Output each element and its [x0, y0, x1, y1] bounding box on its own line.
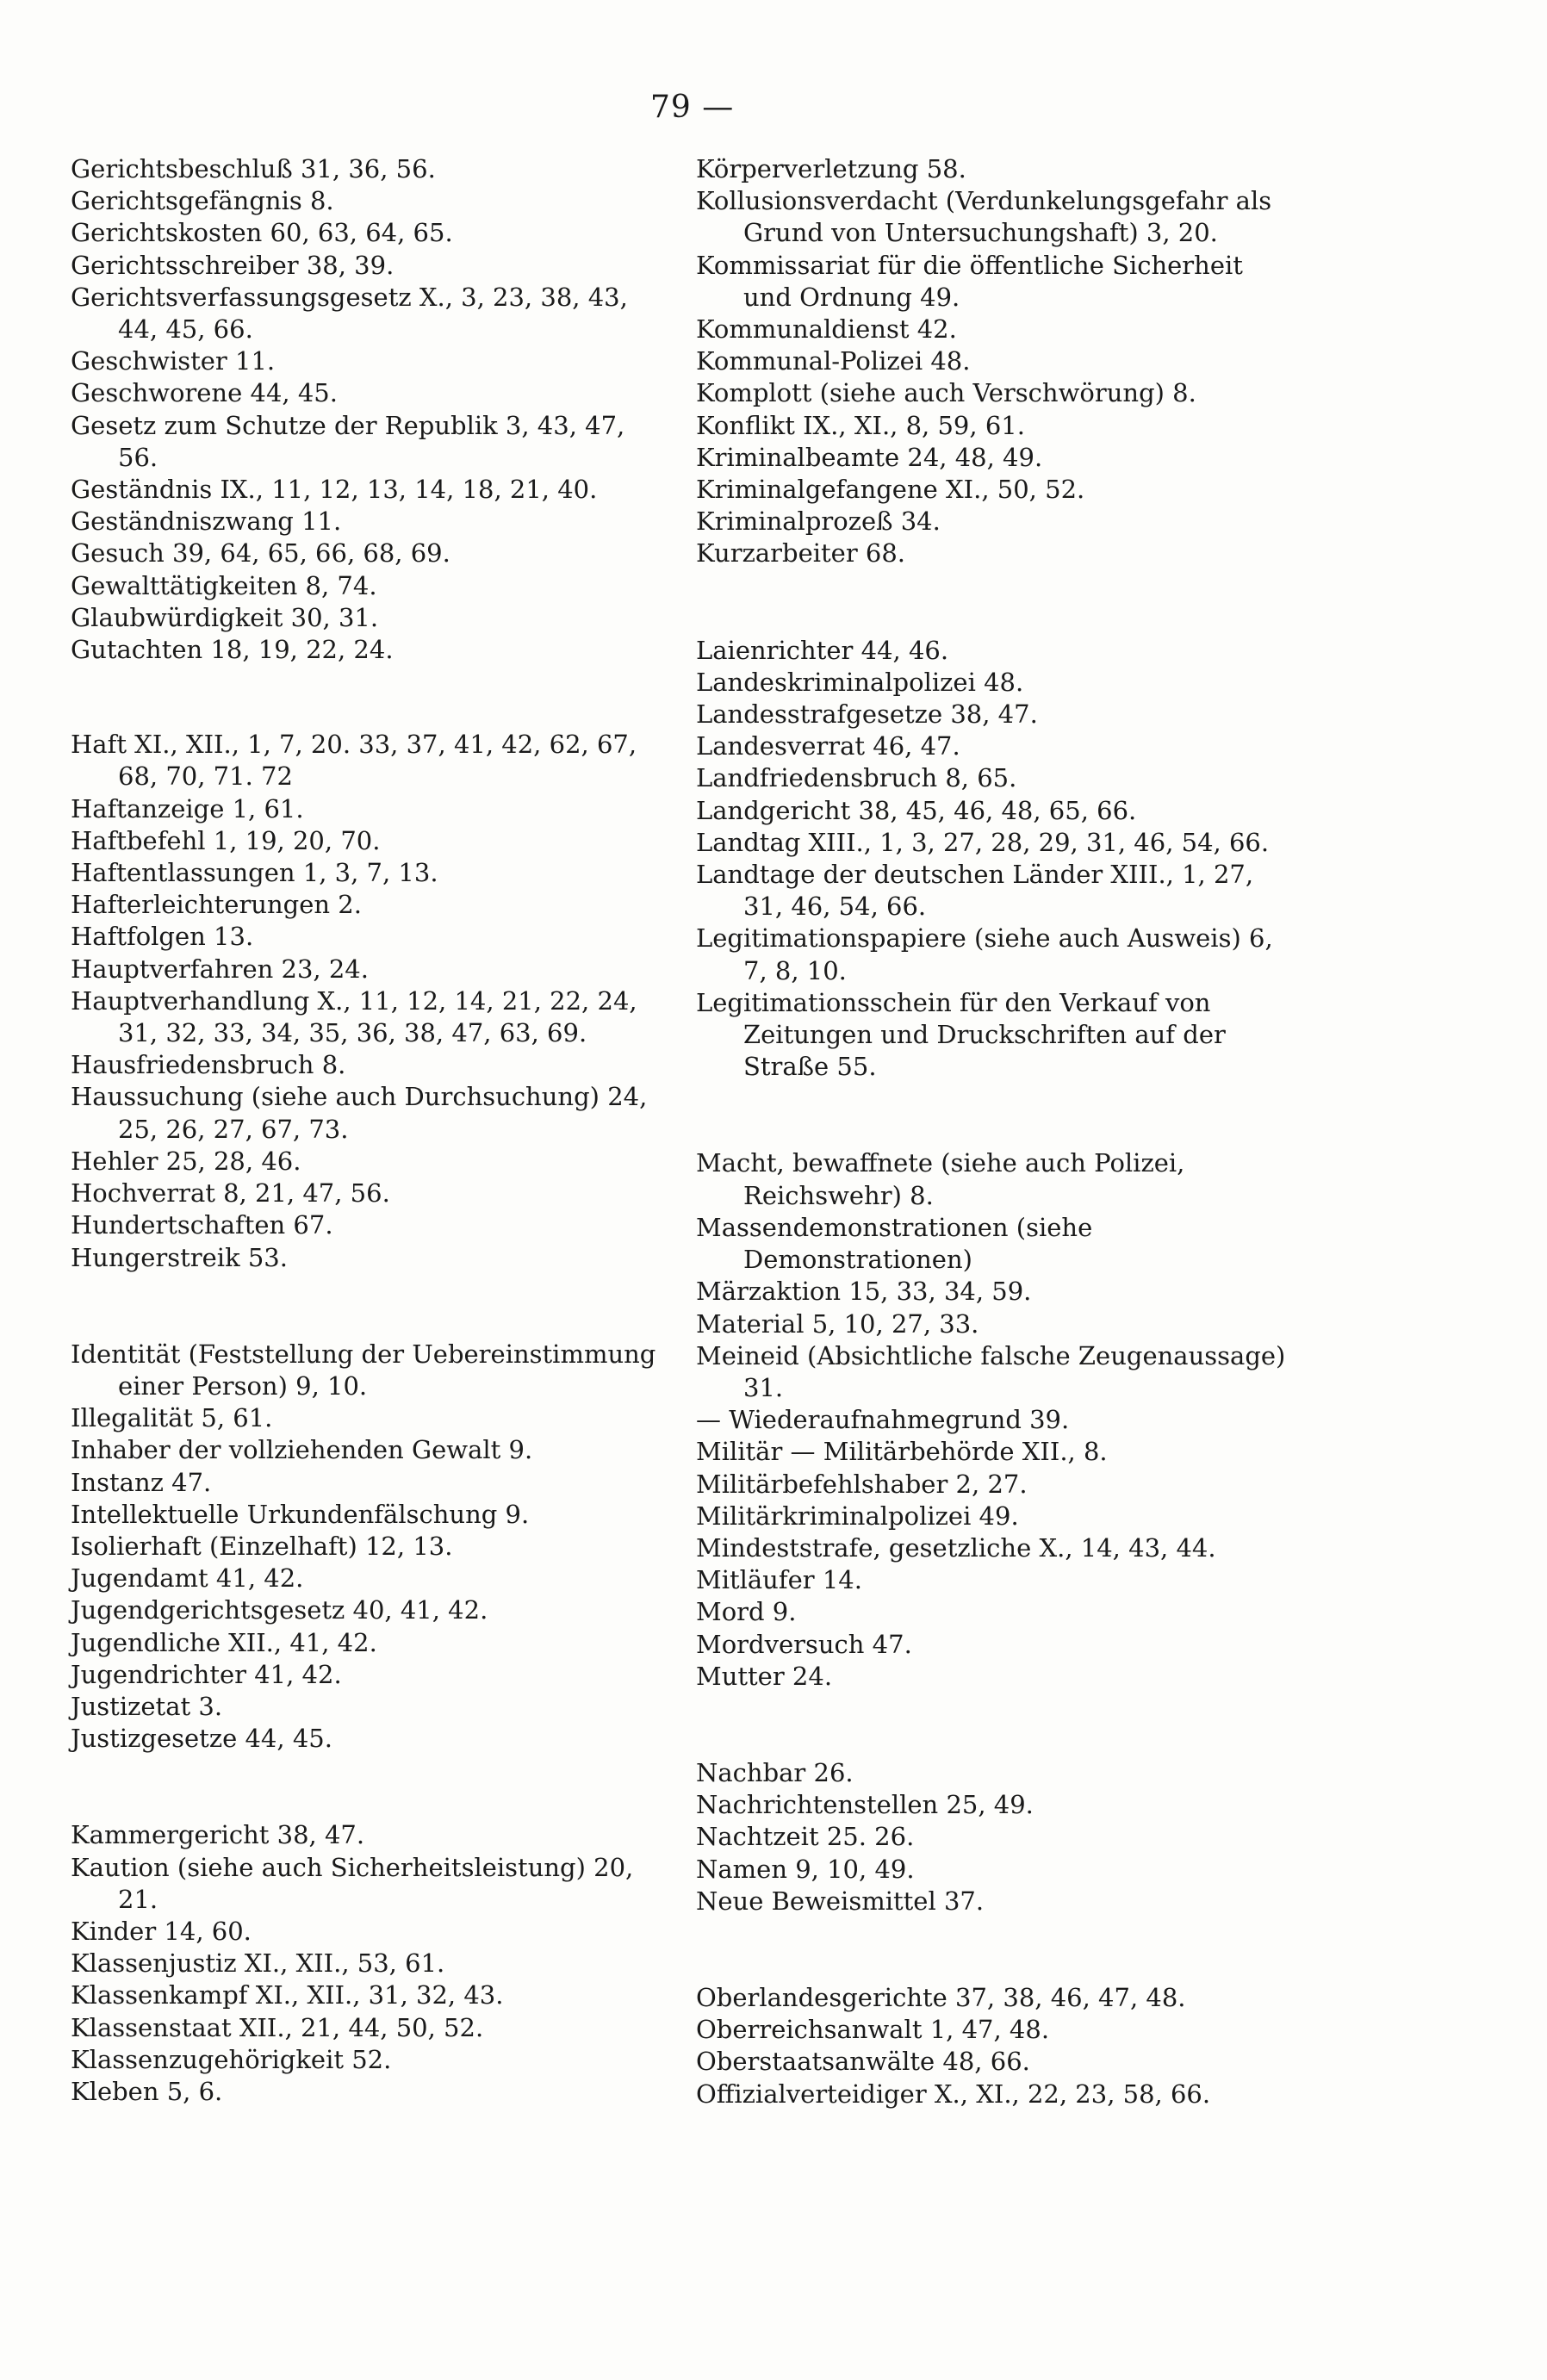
index-entry: Kommunal-Polizei 48. — [696, 346, 971, 376]
index-entry: Geständniszwang 11. — [71, 506, 342, 537]
index-entry: Kleben 5, 6. — [71, 2076, 223, 2106]
index-letter-group — [696, 1982, 1299, 2110]
index-letter-group — [71, 1819, 665, 2108]
index-entry: Haftbefehl 1, 19, 20, 70. — [71, 825, 381, 855]
index-entry: Namen 9, 10, 49. — [696, 1854, 915, 1884]
index-entry: Hundertschaften 67. — [71, 1210, 333, 1240]
index-entry: Haftanzeige 1, 61. — [71, 793, 304, 823]
index-entry: Offizialverteidiger X., XI., 22, 23, 58, 66. — [696, 2079, 1211, 2109]
index-letter-group — [696, 635, 1299, 1084]
index-entry: Haftentlassungen 1, 3, 7, 13. — [71, 858, 438, 888]
index-entry: Klassenjustiz XI., XII., 53, 61. — [71, 1948, 445, 1979]
index-entry: Hehler 25, 28, 46. — [71, 1146, 301, 1176]
index-entry: Legitimationspapiere (siehe auch Ausweis) 6, 7, 8, 10. — [696, 923, 1273, 985]
index-entry: Laienrichter 44, 46. — [696, 635, 949, 665]
index-entry: Klassenstaat XII., 21, 44, 50, 52. — [71, 2012, 484, 2042]
index-entry: Identität (Feststellung der Uebereinstimmung einer Person) 9, 10. — [71, 1339, 656, 1401]
index-entry: Geschwister 11. — [71, 346, 276, 376]
index-entry: Inhaber der vollziehenden Gewalt 9. — [71, 1435, 533, 1465]
index-letter-group — [71, 1339, 665, 1755]
index-entry: Mord 9. — [696, 1597, 797, 1627]
index-entry: Hausfriedensbruch 8. — [71, 1050, 346, 1080]
index-entry: Märzaktion 15, 33, 34, 59. — [696, 1277, 1032, 1307]
index-entry: Gutachten 18, 19, 22, 24. — [71, 635, 394, 665]
index-entry: Oberstaatsanwälte 48, 66. — [696, 2047, 1030, 2077]
index-entry: Landtag XIII., 1, 3, 27, 28, 29, 31, 46, 54, 66. — [696, 827, 1270, 857]
index-entry: Neue Beweismittel 37. — [696, 1886, 985, 1916]
index-entry: Komplott (siehe auch Verschwörung) 8. — [696, 378, 1196, 408]
index-entry: Gewalttätigkeiten 8, 74. — [71, 570, 377, 600]
index-entry: Landesverrat 46, 47. — [696, 731, 960, 761]
index-entry: Kammergericht 38, 47. — [71, 1820, 365, 1850]
index-entry: Hungerstreik 53. — [71, 1242, 288, 1272]
index-entry: Kriminalgefangene XI., 50, 52. — [696, 475, 1085, 505]
right-column — [696, 153, 1299, 2110]
index-entry: Haft XI., XII., 1, 7, 20. 33, 37, 41, 42, 62, 67, 68, 70, 71. 72 — [71, 730, 637, 792]
index-entry: Gerichtskosten 60, 63, 64, 65. — [71, 218, 453, 248]
index-entry: Landesstrafgesetze 38, 47. — [696, 699, 1038, 730]
index-entry: Hochverrat 8, 21, 47, 56. — [71, 1178, 390, 1209]
index-entry: Gerichtsschreiber 38, 39. — [71, 250, 395, 280]
index-entry: Gesetz zum Schutze der Republik 3, 43, 47, 56. — [71, 410, 625, 472]
index-entry: Landeskriminalpolizei 48. — [696, 667, 1024, 697]
index-entry: Intellektuelle Urkundenfälschung 9. — [71, 1499, 530, 1529]
index-entry: Kollusionsverdacht (Verdunkelungsgefahr als Grund von Untersuchungshaft) 3, 20. — [696, 186, 1272, 248]
index-entry: Gerichtsverfassungsgesetz X., 3, 23, 38, 43, 44, 45, 66. — [71, 282, 628, 345]
index-entry: Jugendrichter 41, 42. — [71, 1659, 342, 1689]
index-entry: Material 5, 10, 27, 33. — [696, 1308, 979, 1339]
index-entry: Oberlandesgerichte 37, 38, 46, 47, 48. — [696, 1982, 1186, 2012]
index-entry: Militärbefehlshaber 2, 27. — [696, 1469, 1028, 1499]
index-entry: Mindeststrafe, gesetzliche X., 14, 43, 44. — [696, 1532, 1216, 1563]
index-entry: Jugendliche XII., 41, 42. — [71, 1627, 377, 1657]
index-entry: Gerichtsgefängnis 8. — [71, 186, 334, 216]
index-entry: Kinder 14, 60. — [71, 1916, 252, 1946]
page-number: 79 — — [650, 90, 735, 125]
index-entry: Gesuch 39, 64, 65, 66, 68, 69. — [71, 538, 450, 569]
index-entry: Hauptverhandlung X., 11, 12, 14, 21, 22, 24, 31, 32, 33, 34, 35, 36, 38, 47, 63, 69. — [71, 985, 637, 1048]
index-entry: Mutter 24. — [696, 1661, 833, 1691]
index-entry: Kurzarbeiter 68. — [696, 538, 906, 569]
index-entry: Landtage der deutschen Länder XIII., 1, 27, 31, 46, 54, 66. — [696, 860, 1254, 922]
index-entry: Konflikt IX., XI., 8, 59, 61. — [696, 410, 1025, 440]
index-entry: Kaution (siehe auch Sicherheitsleistung) 20, 21. — [71, 1852, 634, 1914]
index-entry: Klassenkampf XI., XII., 31, 32, 43. — [71, 1980, 504, 2010]
index-entry: — Wiederaufnahmegrund 39. — [696, 1405, 1070, 1435]
index-entry: Klassenzugehörigkeit 52. — [71, 2044, 392, 2074]
index-entry: Landfriedensbruch 8, 65. — [696, 763, 1017, 793]
index-letter-group — [696, 1757, 1299, 1917]
index-entry: Massendemonstrationen (siehe Demonstrationen) — [696, 1212, 1093, 1275]
index-entry: Geständnis IX., 11, 12, 13, 14, 18, 21, 40. — [71, 475, 598, 505]
index-entry: Jugendamt 41, 42. — [71, 1563, 304, 1594]
index-entry: Hafterleichterungen 2. — [71, 890, 362, 920]
index-entry: Isolierhaft (Einzelhaft) 12, 13. — [71, 1531, 453, 1561]
index-entry: Justizgesetze 44, 45. — [71, 1724, 332, 1754]
index-entry: Mordversuch 47. — [696, 1629, 912, 1659]
index-entry: Militärkriminalpolizei 49. — [696, 1501, 1019, 1531]
index-entry: Haussuchung (siehe auch Durchsuchung) 24, 25, 26, 27, 67, 73. — [71, 1082, 648, 1144]
index-entry: Meineid (Absichtliche falsche Zeugenaussage) 31. — [696, 1340, 1286, 1402]
index-entry: Kriminalbeamte 24, 48, 49. — [696, 442, 1043, 472]
index-entry: Nachbar 26. — [696, 1757, 854, 1787]
index-letter-group — [696, 1147, 1299, 1692]
index-entry: Kommunaldienst 42. — [696, 314, 957, 345]
index-entry: Gerichtsbeschluß 31, 36, 56. — [71, 154, 436, 183]
index-entry: Hauptverfahren 23, 24. — [71, 954, 369, 984]
index-entry: Landgericht 38, 45, 46, 48, 65, 66. — [696, 795, 1137, 825]
index-entry: Justizetat 3. — [71, 1691, 223, 1721]
index-entry: Glaubwürdigkeit 30, 31. — [71, 602, 379, 632]
index-entry: Haftfolgen 13. — [71, 922, 254, 952]
index-entry: Mitläufer 14. — [696, 1565, 862, 1595]
index-entry: Illegalität 5, 61. — [71, 1403, 273, 1433]
index-entry: Instanz 47. — [71, 1467, 212, 1497]
index-letter-group — [696, 153, 1299, 570]
index-entry: Legitimationsschein für den Verkauf von Zeitungen und Druckschriften auf der Straße 55. — [696, 987, 1226, 1082]
index-letter-group — [71, 729, 665, 1273]
left-column — [71, 153, 665, 2108]
index-entry: Kriminalprozeß 34. — [696, 506, 941, 537]
index-entry: Nachtzeit 25. 26. — [696, 1822, 915, 1852]
index-entry: Macht, bewaffnete (siehe auch Polizei, Reichswehr) 8. — [696, 1148, 1185, 1210]
index-entry: Militär — Militärbehörde XII., 8. — [696, 1437, 1108, 1467]
index-entry: Kommissariat für die öffentliche Sicherheit und Ordnung 49. — [696, 250, 1243, 312]
index-entry: Geschworene 44, 45. — [71, 378, 338, 408]
index-entry: Oberreichsanwalt 1, 47, 48. — [696, 2015, 1050, 2045]
index-letter-group — [71, 153, 665, 666]
index-entry: Körperverletzung 58. — [696, 154, 966, 183]
index-entry: Nachrichtenstellen 25, 49. — [696, 1790, 1034, 1820]
index-entry: Jugendgerichtsgesetz 40, 41, 42. — [71, 1595, 488, 1625]
